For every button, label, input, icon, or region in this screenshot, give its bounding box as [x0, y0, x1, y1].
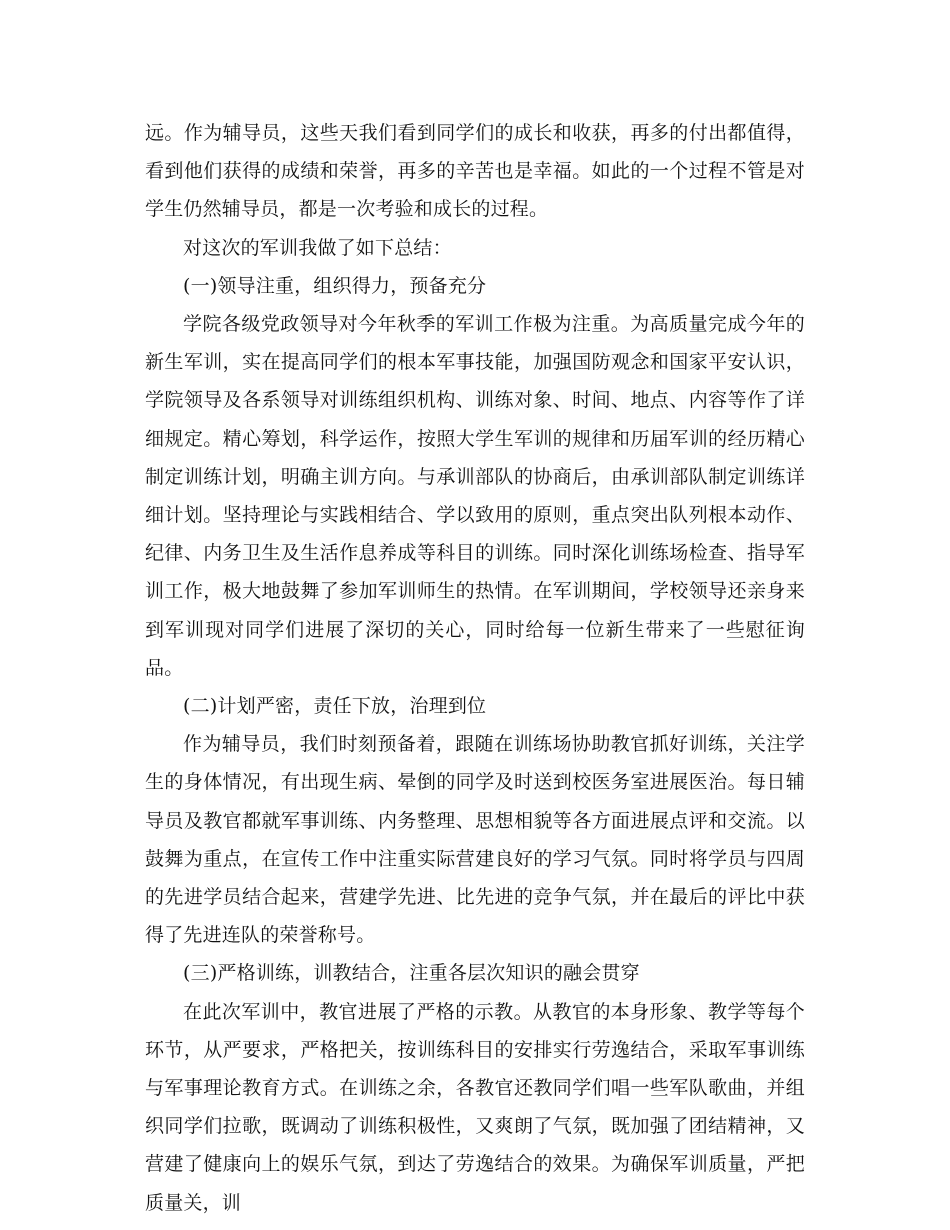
section-heading-2: (二)计划严密，责任下放，治理到位 — [183, 695, 487, 718]
document-body — [145, 114, 805, 1222]
paragraph-section-2: 作为辅导员，我们时刻预备着，跟随在训练场协助教官抓好训练，关注学生的身体情况，有出现生病、晕倒的同学及时送到校医务室进展医治。每日辅导员及教官都就军事训练、内务整理、思想相貌等各方面进展点评和交流。以鼓舞为重点，在宣传工作中注重实际营建良好的学习气氛。同时将学员与四周的先进学员结合起来，营建学先进、比先进的竞争气氛，并在最后的评比中获得了先进连队的荣誉称号。 — [145, 733, 805, 947]
section-heading-3: (三)严格训练，训教结合，注重各层次知识的融会贯穿 — [183, 962, 640, 985]
section-heading-1: (一)领导注重，组织得力，预备充分 — [183, 274, 487, 297]
paragraph-summary-intro: 对这次的军训我做了如下总结： — [183, 236, 452, 259]
paragraph-section-3: 在此次军训中，教官进展了严格的示教。从教官的本身形象、教学等每个环节，从严要求，严格把关，按训练科目的安排实行劳逸结合，采取军事训练与军事理论教育方式。在训练之余，各教官还教同学们唱一些军队歌曲，并组织同学们拉歌，既调动了训练积极性，又爽朗了气氛，既加强了团结精神，又营建了健康向上的娱乐气氛，到达了劳逸结合的效果。为确保军训质量，严把质量关，训 — [145, 1000, 805, 1214]
paragraph-section-1: 学院各级党政领导对今年秋季的军训工作极为注重。为高质量完成今年的新生军训，实在提高同学们的根本军事技能，加强国防观念和国家平安认识，学院领导及各系领导对训练组织机构、训练对象、时间、地点、内容等作了详细规定。精心筹划，科学运作，按照大学生军训的规律和历届军训的经历精心制定训练计划，明确主训方向。与承训部队的协商后，由承训部队制定训练详细计划。坚持理论与实践相结合、学以致用的原则，重点突出队列根本动作、纪律、内务卫生及生活作息养成等科目的训练。同时深化训练场检查、指导军训工作，极大地鼓舞了参加军训师生的热情。在军训期间，学校领导还亲身来到军训现对同学们进展了深切的关心，同时给每一位新生带来了一些慰征询品。 — [145, 313, 805, 679]
paragraph-continuation: 远。作为辅导员，这些天我们看到同学们的成长和收获，再多的付出都值得，看到他们获得的成绩和荣誉，再多的辛苦也是幸福。如此的一个过程不管是对学生仍然辅导员，都是一次考验和成长的过程。 — [145, 122, 805, 221]
